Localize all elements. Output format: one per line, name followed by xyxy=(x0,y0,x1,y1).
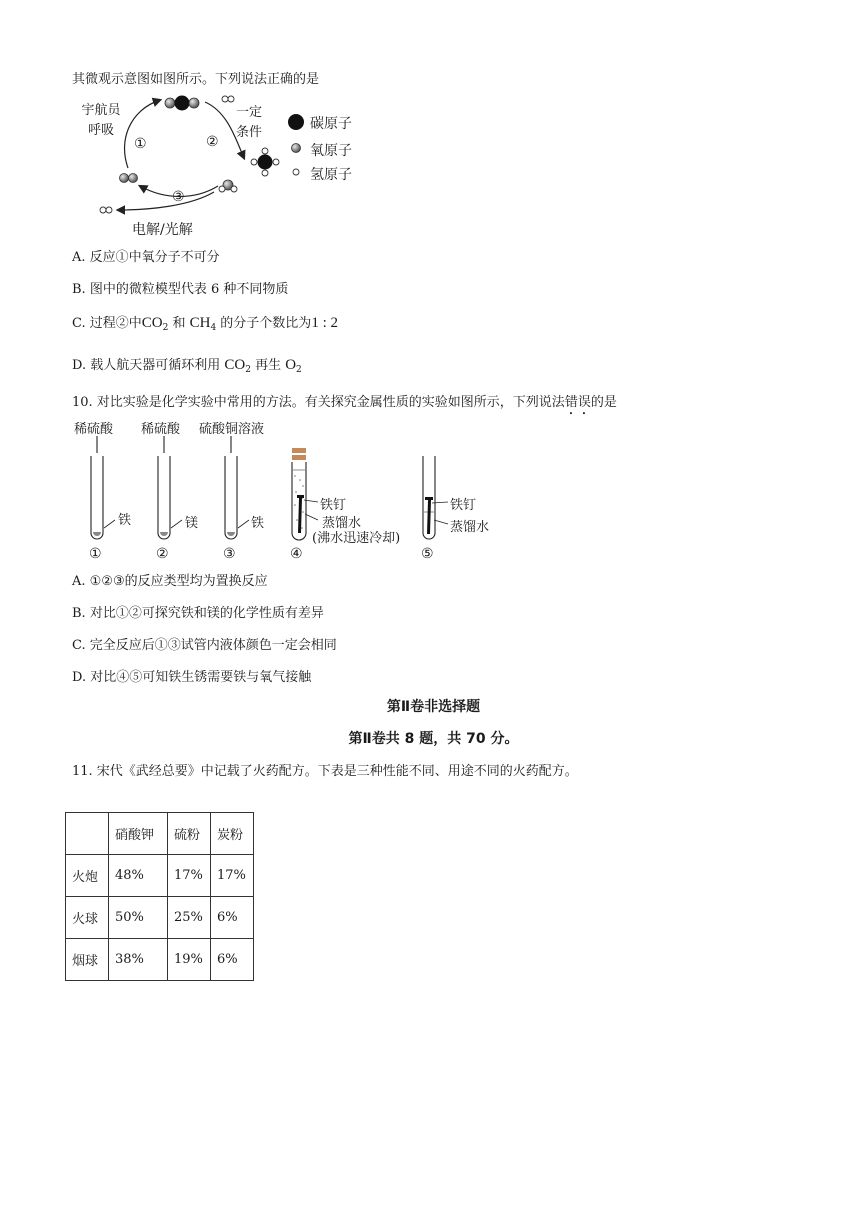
table-header-row xyxy=(66,813,254,855)
tube1-number: ① xyxy=(89,546,102,562)
table-cell: 38% xyxy=(109,939,168,981)
tube2-reagent: 稀硫酸 xyxy=(141,422,181,437)
table-cell: 火球 xyxy=(66,897,109,939)
tube3-metal xyxy=(227,532,235,536)
tube4-water-label: 蒸馏水 xyxy=(322,516,362,531)
tube1-metal-label: 铁 xyxy=(118,513,132,528)
q10-option-d: D. 对比④⑤可知铁生锈需要铁与氧气接触 xyxy=(72,670,312,685)
tube4-note-label: (沸水迅速冷却) xyxy=(312,531,401,546)
q9-option-b: B. 图中的微粒模型代表 6 种不同物质 xyxy=(72,282,289,297)
table-cell: 48% xyxy=(109,855,168,897)
tube5-nail-label: 铁钉 xyxy=(450,498,477,513)
q9-stem: 其微观示意图如图所示。下列说法正确的是 xyxy=(72,72,320,87)
tube1-reagent: 稀硫酸 xyxy=(74,422,114,437)
table-cell: 17% xyxy=(211,855,254,897)
q10-option-c: C. 完全反应后①③试管内液体颜色一定会相同 xyxy=(72,638,337,653)
legend-carbon-label: 碳原子 xyxy=(310,116,352,132)
tube3-number: ③ xyxy=(223,546,236,562)
tube3-metal-label: 铁 xyxy=(251,516,265,531)
table-header-cell: 硝酸钾 xyxy=(109,813,168,855)
tube2-number: ② xyxy=(156,546,169,562)
section-title: 第Ⅱ卷非选择题 xyxy=(386,699,481,715)
tube5-nail xyxy=(427,500,431,534)
q10-stem: 10. 对比实验是化学实验中常用的方法。有关探究金属性质的实验如图所示，下列说法错误的是 xyxy=(72,395,617,410)
gunpowder-table xyxy=(65,812,254,981)
table-header-cell: 炭粉 xyxy=(211,813,254,855)
table-row xyxy=(66,897,254,939)
tube4-oil-layer-2 xyxy=(292,455,306,460)
tube3-reagent: 硫酸铜溶液 xyxy=(199,422,265,437)
q11-stem: 11. 宋代《武经总要》中记载了火药配方。下表是三种性能不同、用途不同的火药配方。 xyxy=(72,764,578,779)
table-cell: 50% xyxy=(109,897,168,939)
tube4-nail-label: 铁钉 xyxy=(320,498,347,513)
tube1-metal xyxy=(93,532,101,536)
q9-option-c: C. 过程②中$CO_2$ 和 $CH_4$ 的分子个数比为1 : 2 xyxy=(72,315,338,333)
table-row xyxy=(66,939,254,981)
tube4-number: ④ xyxy=(290,546,303,562)
electrolysis-label: 电解/光解 xyxy=(132,222,193,238)
table-cell: 6% xyxy=(211,897,254,939)
table-header-cell xyxy=(66,813,109,855)
table-cell: 6% xyxy=(211,939,254,981)
table-cell: 烟球 xyxy=(66,939,109,981)
tube2-metal-label: 镁 xyxy=(185,516,199,531)
table-cell: 25% xyxy=(168,897,211,939)
table-cell: 17% xyxy=(168,855,211,897)
step-3-label: ③ xyxy=(172,189,185,205)
q10-option-a: A. ①②③的反应类型均为置换反应 xyxy=(72,574,268,589)
legend-hydrogen-label: 氢原子 xyxy=(310,167,352,183)
tube3 xyxy=(225,456,237,539)
section-subtitle: 第Ⅱ卷共 8 题，共 70 分。 xyxy=(348,731,519,747)
tube2 xyxy=(158,456,170,539)
tube2-metal xyxy=(160,532,168,536)
tube1 xyxy=(91,456,103,539)
legend-oxygen-label: 氧原子 xyxy=(310,143,352,159)
tubes-svg xyxy=(0,0,520,570)
table-cell: 火炮 xyxy=(66,855,109,897)
q9-option-a: A. 反应①中氧分子不可分 xyxy=(72,250,220,265)
table-row xyxy=(66,855,254,897)
tube5-water-label: 蒸馏水 xyxy=(450,520,490,535)
step-2-label: ② xyxy=(206,134,219,150)
astronaut-label: 宇航员 呼吸 xyxy=(81,103,121,138)
condition-label: 一定 条件 xyxy=(236,105,263,140)
q10-option-b: B. 对比①②可探究铁和镁的化学性质有差异 xyxy=(72,606,324,621)
step-1-label: ① xyxy=(134,136,147,152)
tube4-oil-layer-1 xyxy=(292,448,306,453)
tube5-number: ⑤ xyxy=(421,546,434,562)
table-cell: 19% xyxy=(168,939,211,981)
q9-option-d: D. 载人航天器可循环利用 $CO_2$ 再生 $O_2$ xyxy=(72,357,302,375)
table-header-cell: 硫粉 xyxy=(168,813,211,855)
